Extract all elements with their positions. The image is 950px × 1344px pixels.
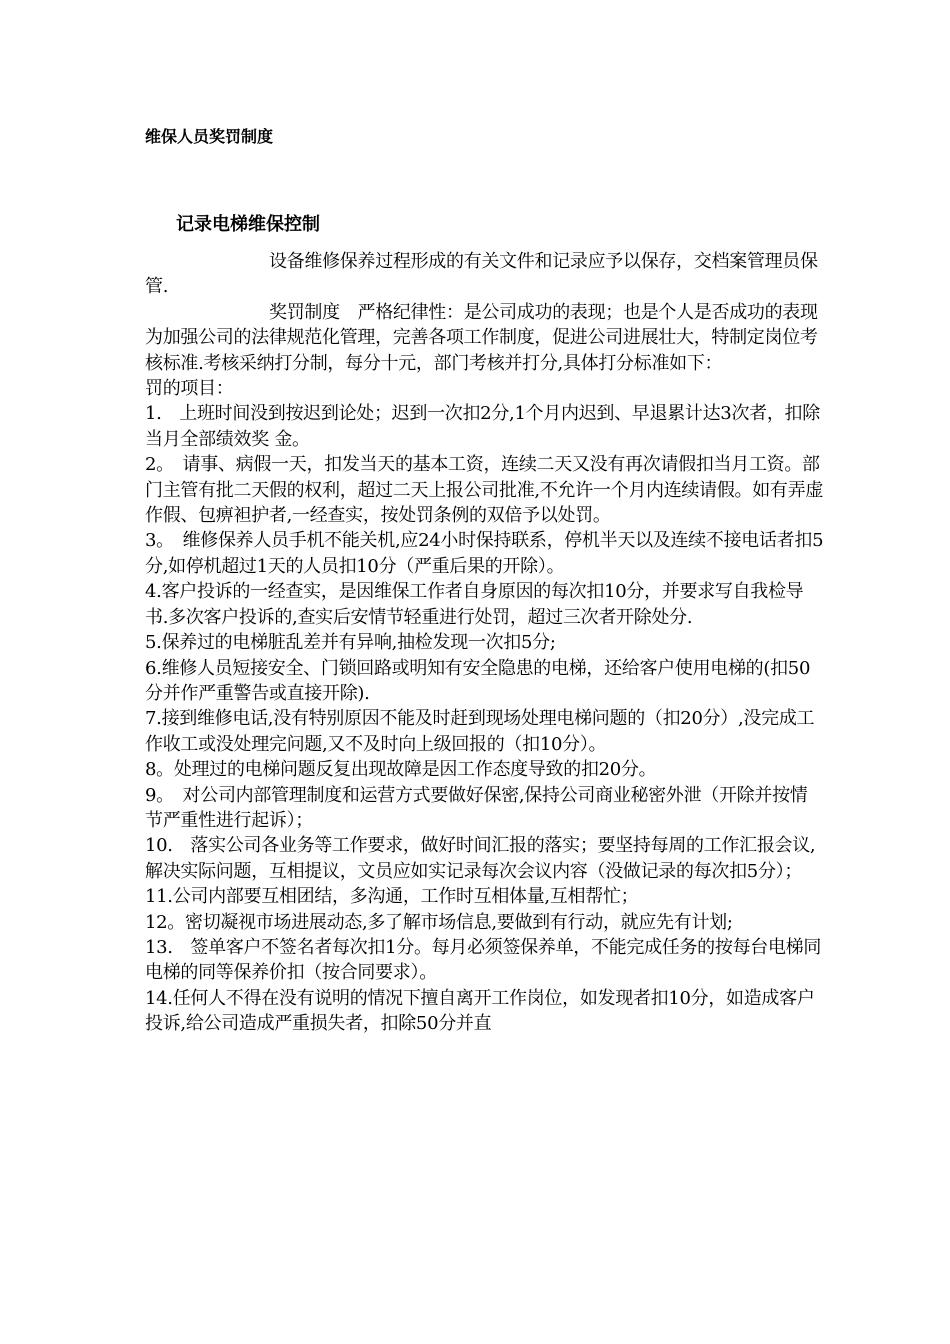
paragraph-records: 设备维修保养过程形成的有关文件和记录应予以保存，交档案管理员保管. bbox=[145, 251, 818, 298]
list-item-10: 10. 落实公司各业务等工作要求，做好时间汇报的落实；要坚持每周的工作汇报会议,解决实际问题，互相提议，文员应如实记录每次会议内容（没做记录的每次扣5分）； bbox=[145, 835, 816, 882]
paragraph-purpose: 为加强公司的法律规范化管理，完善各项工作制度，促进公司进展壮大，特制定岗位考核标准.考核采纳打分制，每分十元，部门考核并打分,具体打分标准如下： bbox=[145, 327, 818, 374]
list-item-3: 3。 维修保养人员手机不能关机,应24小时保持联系，停机半天以及连续不接电话者扣5分,如停机超过1天的人员扣10分（严重后果的开除）。 bbox=[145, 530, 824, 577]
list-item-1: 1. 上班时间没到按迟到论处；迟到一次扣2分,1个月内迟到、早退累计达3次者，扣除当月全部绩效奖 金。 bbox=[145, 403, 820, 450]
list-item-6: 6.维修人员短接安全、门锁回路或明知有安全隐患的电梯，还给客户使用电梯的(扣50分并作严重警告或直接开除). bbox=[145, 657, 811, 704]
document-body bbox=[145, 249, 825, 1037]
list-item-7: 7.接到维修电话,没有特别原因不能及时赶到现场处理电梯问题的（扣20分）,没完成工作收工或没处理完问题,又不及时向上级回报的（扣10分）。 bbox=[145, 708, 815, 755]
list-item-11: 11.公司内部要互相团结，多沟通，工作时互相体量,互相帮忙； bbox=[145, 886, 639, 908]
list-item-12: 12。密切凝视市场进展动态,多了解市场信息,要做到有行动，就应先有计划; bbox=[145, 911, 733, 933]
list-item-9: 9。 对公司内部管理制度和运营方式要做好保密,保持公司商业秘密外泄（开除并按情节严重性进行起诉）； bbox=[145, 784, 808, 831]
paragraph-reward-penalty-intro: 奖罚制度 严格纪律性：是公司成功的表现；也是个人是否成功的表现 bbox=[269, 301, 818, 323]
section-heading: 记录电梯维保控制 bbox=[176, 214, 320, 235]
list-item-4: 4.客户投诉的一经查实，是因维保工作者自身原因的每次扣10分，并要求写自我检导书.多次客户投诉的,查实后安情节轻重进行处罚，超过三次者开除处分. bbox=[145, 581, 804, 628]
list-item-5: 5.保养过的电梯脏乱差并有异响,抽检发现一次扣5分; bbox=[145, 632, 556, 654]
list-item-13: 13. 签单客户不签名者每次扣1分。每月必须签保养单，不能完成任务的按每台电梯同电梯的同等保养价扣（按合同要求）。 bbox=[145, 936, 822, 984]
paragraph-penalty-heading: 罚的项目： bbox=[145, 378, 234, 400]
list-item-8: 8。处理过的电梯问题反复出现故障是因工作态度导致的扣20分。 bbox=[145, 759, 657, 781]
document-title: 维保人员奖罚制度 bbox=[145, 127, 274, 146]
list-item-2: 2。 请事、病假一天，扣发当天的基本工资，连续二天又没有再次请假扣当月工资。部门主管有批二天假的权利，超过二天上报公司批准,不允许一个月内连续请假。如有弄虚作假、包痹袒护者,一经查实，按处罚条例的双倍予以处罚。 bbox=[145, 454, 824, 527]
list-item-14: 14.任何人不得在没有说明的情况下擅自离开工作岗位，如发现者扣10分，如造成客户投诉,给公司造成严重损失者，扣除50分并直 bbox=[145, 987, 815, 1035]
